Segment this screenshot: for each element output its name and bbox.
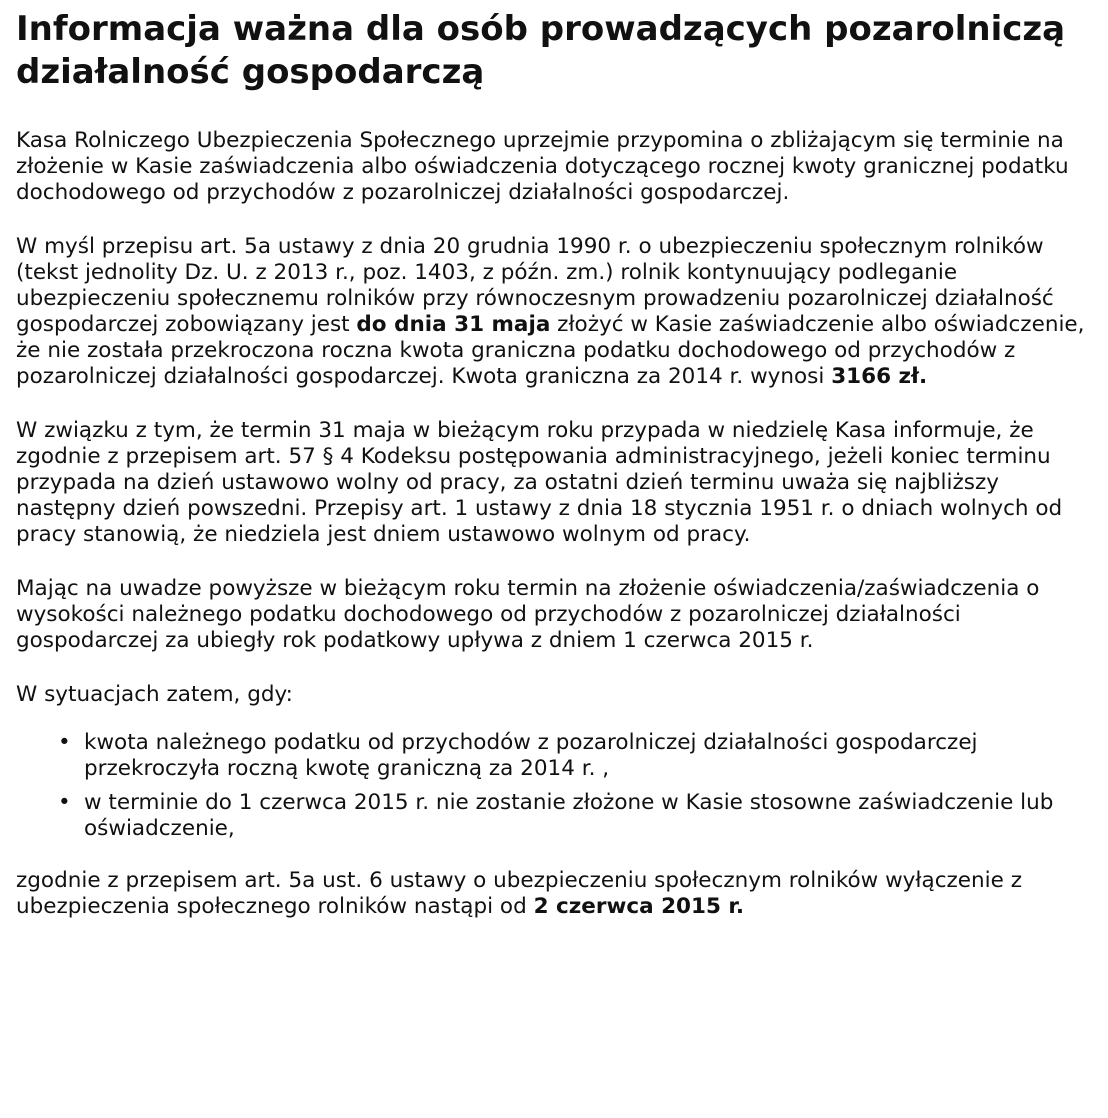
deadline-emphasis: do dnia 31 maja <box>356 312 551 337</box>
conditions-list <box>16 730 1096 842</box>
list-item <box>56 790 1096 842</box>
paragraph-reminder: Kasa Rolniczego Ubezpieczenia Społecznego uprzejmie przypomina o zbliżającym się terminie na złożenie w Kasie zaświadczenia albo oświadczenia dotyczącego rocznej kwoty granicznej podatku dochodowego od przychodów z pozarolniczej działalności gospodarczej. <box>16 128 1069 205</box>
paragraph-new-deadline: Mając na uwadze powyższe w bieżącym roku termin na złożenie oświadczenia/zaświadczenia o wysokości należnego podatku dochodowego od przychodów z pozarolniczej działalności gospodarczej za ubiegły rok podatkowy upływa z dniem 1 czerwca 2015 r. <box>16 576 1040 653</box>
list-item-text: w terminie do 1 czerwca 2015 r. nie zostanie złożone w Kasie stosowne zaświadczenie lub oświadczenie, <box>84 790 1054 841</box>
paragraph-exclusion <box>16 868 1096 920</box>
paragraph-legal-basis <box>16 234 1096 390</box>
paragraph-legal-basis-text-1: W myśl przepisu art. 5a ustawy z dnia 20 grudnia 1990 r. o ubezpieczeniu społecznym rolników (tekst jednolity Dz. U. z 2013 r., poz. 1403, z późn. zm.) rolnik kontynuujący podleganie ubezpieczeniu społecznemu rolników przy równoczesnym prowadzeniu pozarolniczej działalność gospodarczej zobowiązany jest <box>16 234 1054 337</box>
document-title: Informacja ważna dla osób prowadzących pozarolniczą działalność gospodarczą <box>16 9 1066 92</box>
bullet-icon: • <box>58 790 71 815</box>
list-item <box>56 730 1096 782</box>
paragraph-exclusion-text: zgodnie z przepisem art. 5a ust. 6 ustawy o ubezpieczeniu społecznym rolników wyłączenie z ubezpieczenia społecznego rolników nastąpi od <box>16 868 1022 919</box>
list-item-text: kwota należnego podatku od przychodów z pozarolniczej działalności gospodarczej przekroczyła roczną kwotę graniczną za 2014 r. , <box>84 730 978 781</box>
threshold-amount-emphasis: 3166 zł. <box>831 364 928 389</box>
bullet-icon: • <box>58 730 71 755</box>
paragraph-sunday-rule: W związku z tym, że termin 31 maja w bieżącym roku przypada w niedzielę Kasa informuje, że zgodnie z przepisem art. 57 § 4 Kodeksu postępowania administracyjnego, jeżeli koniec terminu przypada na dzień ustawowo wolny od pracy, za ostatni dzień terminu uważa się najbliższy następny dzień powszedni. Przepisy art. 1 ustawy z dnia 18 stycznia 1951 r. o dniach wolnych od pracy stanowią, że niedziela jest dniem ustawowo wolnym od pracy. <box>16 418 1063 547</box>
exclusion-date-emphasis: 2 czerwca 2015 r. <box>533 894 745 919</box>
document <box>16 8 1096 948</box>
paragraph-legal-basis-text-2: złożyć w Kasie zaświadczenie albo oświadczenie, że nie została przekroczona roczna kwota graniczna podatku dochodowego od przychodów z pozarolniczej działalności gospodarczej. Kwota graniczna za 2014 r. wynosi <box>16 312 1085 389</box>
paragraph-conditions-intro: W sytuacjach zatem, gdy: <box>16 682 293 707</box>
